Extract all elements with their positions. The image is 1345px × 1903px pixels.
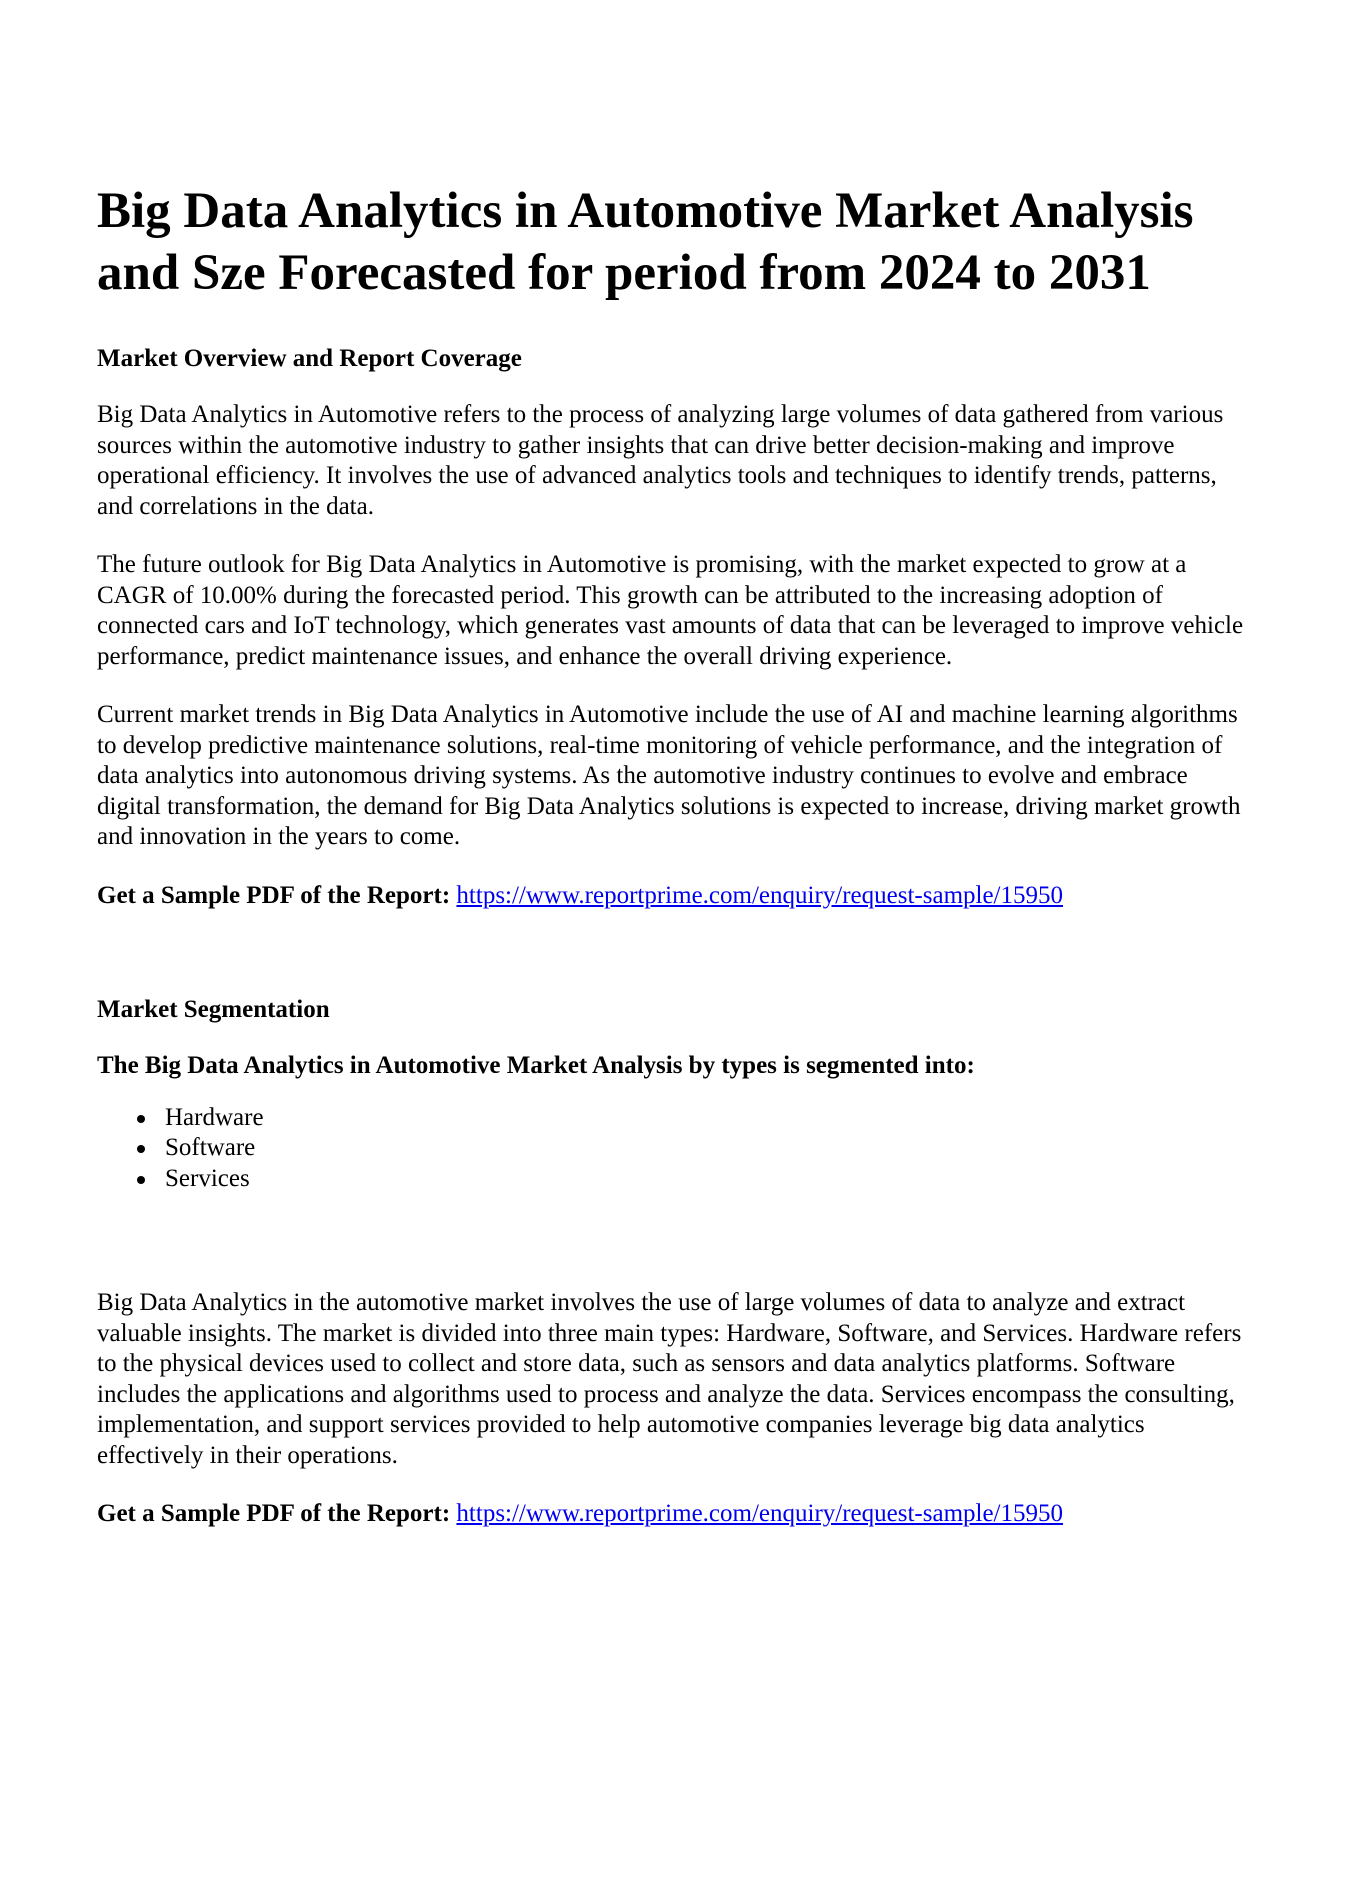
sample-pdf-line-2 [97,1499,1257,1529]
list-item [97,1103,1257,1134]
list-item-label: Hardware [165,1103,264,1131]
segmentation-heading: Market Segmentation [97,995,330,1023]
list-item-label: Services [165,1164,250,1192]
types-heading: The Big Data Analytics in Automotive Market Analysis by types is segmented into: [97,1051,975,1079]
overview-paragraph-2: The future outlook for Big Data Analytics in Automotive is promising, with the market expected to grow at a CAGR of 10.00% during the forecasted period. This growth can be attributed to the increasing adoption of connected cars and IoT technology, which generates vast amounts of data that can be leveraged to improve vehicle performance, predict maintenance issues, and enhance the overall driving experience. [97,551,1244,670]
sample-pdf-label: Get a Sample PDF of the Report: [97,881,457,909]
types-list [97,1103,1257,1195]
bullet-icon [137,1145,145,1153]
list-item [97,1164,1257,1195]
sample-pdf-link[interactable]: https://www.reportprime.com/enquiry/request-sample/15950 [456,1500,1064,1527]
list-item [97,1133,1257,1164]
overview-heading: Market Overview and Report Coverage [97,345,522,372]
section-spacer [97,1194,1257,1288]
section-spacer [97,911,1257,995]
sample-pdf-link[interactable]: https://www.reportprime.com/enquiry/request-sample/15950 [456,881,1064,909]
list-item-label: Software [165,1134,256,1161]
overview-paragraph-3: Current market trends in Big Data Analytics in Automotive include the use of AI and machine learning algorithms to develop predictive maintenance solutions, real-time monitoring of vehicle performance, and the integration of data analytics into autonomous driving systems. As the automotive industry continues to evolve and embrace digital transformation, the demand for Big Data Analytics solutions is expected to increase, driving market growth and innovation in the years to come. [97,701,1241,850]
bullet-icon [137,1176,145,1184]
document-page [97,180,1257,1529]
sample-pdf-label: Get a Sample PDF of the Report: [97,1500,457,1527]
overview-paragraph-1: Big Data Analytics in Automotive refers to the process of analyzing large volumes of data gathered from various sources within the automotive industry to gather insights that can drive better decision-making and improve operational efficiency. It involves the use of advanced analytics tools and techniques to identify trends, patterns, and correlations in the data. [97,401,1224,520]
segmentation-paragraph: Big Data Analytics in the automotive market involves the use of large volumes of data to analyze and extract valuable insights. The market is divided into three main types: Hardware, Software, and Services. Hardware refers to the physical devices used to collect and store data, such as sensors and data analytics platforms. Software includes the applications and algorithms used to process and analyze the data. Services encompass the consulting, implementation, and support services provided to help automotive companies leverage big data analytics effectively in their operations. [97,1289,1242,1469]
sample-pdf-line-1 [97,881,1257,911]
bullet-icon [137,1115,145,1123]
page-title: Big Data Analytics in Automotive Market Analysis and Sze Forecasted for period from 2024 to 2031 [97,183,1194,301]
